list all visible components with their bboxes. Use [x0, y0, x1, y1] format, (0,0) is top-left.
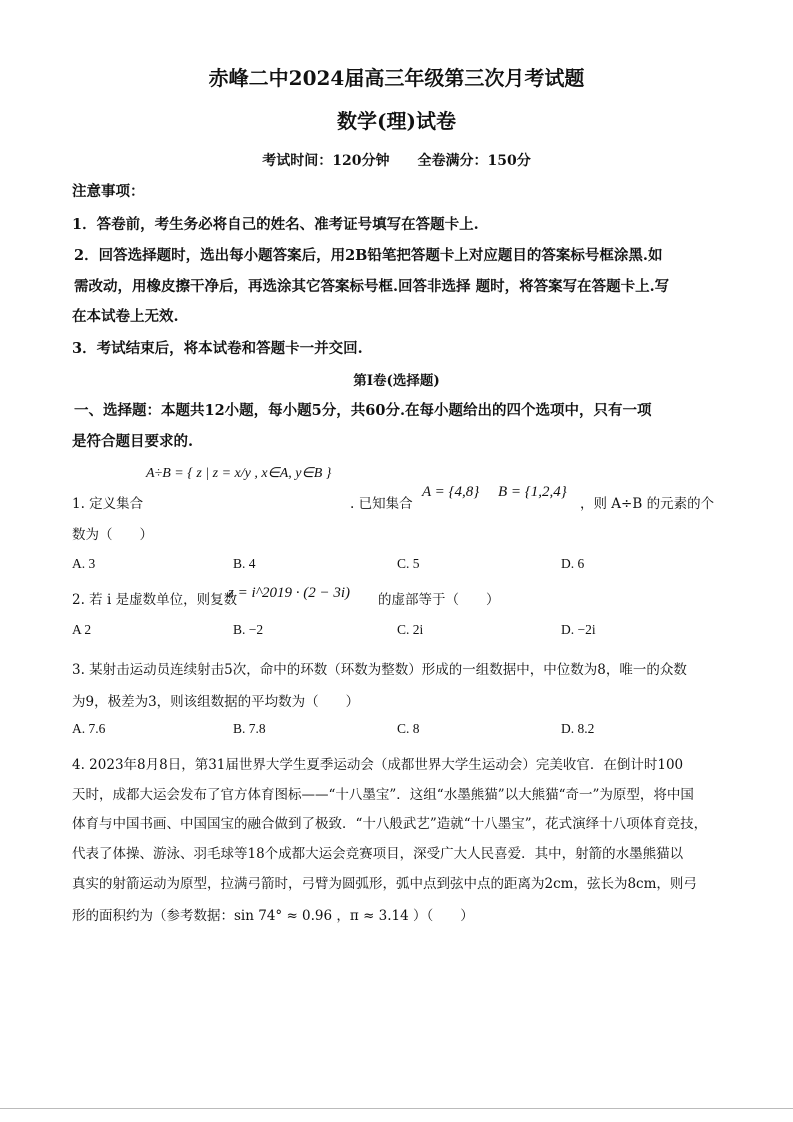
q2-suffix: 的虚部等于（ ）	[378, 592, 500, 608]
q1-option-b: B. 4	[233, 556, 256, 571]
q1-suffix: ，则 A÷B 的元素的个	[580, 496, 715, 512]
q2-text: 2. 若 i 是虚数单位，则复数	[72, 592, 238, 608]
q4-line: 体育与中国书画、中国国宝的融合做到了极致．“十八般武艺”造就“十八墨宝”，花式演绎十八项体育竞技，	[72, 816, 708, 832]
q1-set-b: B = {1,2,4}	[498, 484, 567, 500]
note-line: 需改动，用橡皮擦干净后，再选涂其它答案标号框.回答非选择 题时，将答案写在答题卡上.写	[74, 278, 670, 295]
q2-option-a: A 2	[72, 622, 92, 637]
notes-heading: 注意事项：	[72, 183, 145, 200]
q1-option-a: A. 3	[72, 556, 96, 571]
q2-option-b: B. −2	[233, 622, 264, 637]
q1-option-d: D. 6	[561, 556, 585, 571]
page-subtitle: 数学(理)试卷	[337, 109, 456, 133]
q3-line: 3. 某射击运动员连续射击5次，命中的环数（环数为整数）形成的一组数据中，中位数为8，唯一的众数	[72, 662, 687, 678]
section-desc: 一、选择题：本题共12小题，每小题5分，共60分.在每小题给出的四个选项中，只有一项	[74, 402, 652, 419]
page-title: 赤峰二中2024届高三年级第三次月考试题	[208, 66, 585, 90]
note-line: 3．考试结束后，将本试卷和答题卡一并交回.	[72, 340, 363, 357]
note-line: 2．回答选择题时，选出每小题答案后，用2B铅笔把答题卡上对应题目的答案标号框涂黑.如	[74, 247, 663, 264]
q4-line: 形的面积约为（参考数据：sin 74° ≈ 0.96 ，π ≈ 3.14 ）（ ）	[72, 908, 474, 924]
q1-set-a: A = {4,8}	[422, 484, 480, 500]
q3-option-b: B. 7.8	[233, 721, 266, 736]
page-bottom-divider	[0, 1108, 793, 1109]
q2-option-c: C. 2i	[397, 622, 424, 637]
section-desc: 是符合题目要求的.	[72, 433, 194, 450]
section-title: 第Ⅰ卷(选择题)	[353, 373, 440, 389]
q1-line2: 数为（ ）	[72, 527, 153, 543]
q3-line: 为9，极差为3，则该组数据的平均数为（ ）	[72, 694, 360, 710]
q1-formula: A÷B = { z | z = x/y , x∈A, y∈B }	[146, 466, 332, 481]
q1-prefix: 1. 定义集合	[72, 496, 144, 512]
exam-info: 考试时间：120分钟 全卷满分：150分	[262, 153, 531, 169]
q4-line: 4. 2023年8月8日，第31届世界大学生夏季运动会（成都世界大学生运动会）完美收官．在倒计时100	[72, 757, 684, 773]
q2-option-d: D. −2i	[561, 622, 596, 637]
q4-line: 天时，成都大运会发布了官方体育图标——“十八墨宝”．这组“水墨熊猫”以大熊猫“奇一”为原型，将中国	[72, 787, 694, 803]
note-line: 1．答卷前，考生务必将自己的姓名、准考证号填写在答题卡上.	[72, 216, 479, 233]
note-line: 在本试卷上无效.	[72, 308, 179, 325]
q2-formula: z = i^2019 · (2 − 3i)	[228, 585, 350, 601]
q1-mid: . 已知集合	[350, 496, 413, 512]
q4-line: 真实的射箭运动为原型，拉满弓箭时，弓臂为圆弧形，弧中点到弦中点的距离为2cm，弦长为8cm，则弓	[72, 876, 697, 892]
q1-option-c: C. 5	[397, 556, 420, 571]
q3-option-c: C. 8	[397, 721, 420, 736]
q4-line: 代表了体操、游泳、羽毛球等18个成都大运会竞赛项目，深受广大人民喜爱．其中，射箭的水墨熊猫以	[72, 846, 684, 862]
q3-option-d: D. 8.2	[561, 721, 595, 736]
q3-option-a: A. 7.6	[72, 721, 106, 736]
